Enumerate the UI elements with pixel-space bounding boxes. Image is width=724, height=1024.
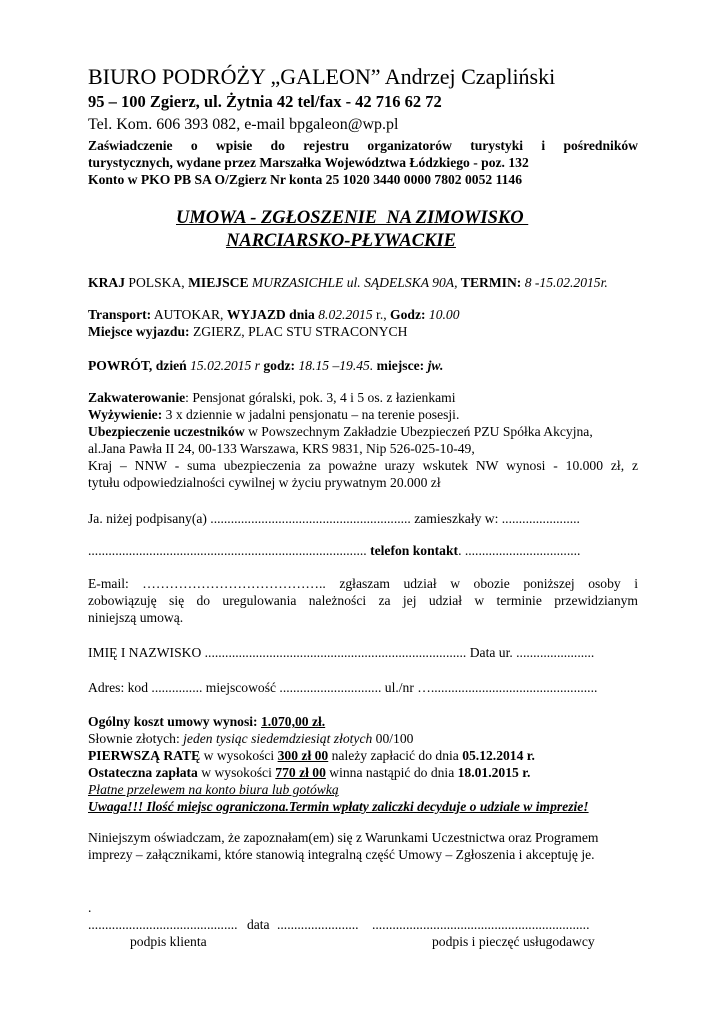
provider-signature-caption: podpis i pieczęć usługodawcy	[432, 934, 595, 949]
phone-line	[88, 543, 580, 559]
insurance-line-3: Kraj – NNW - suma ubezpieczenia za poważne urazy wskutek NW wynosi - 10.000 zł, z	[88, 458, 638, 473]
date-field[interactable]: ........................	[277, 917, 359, 932]
cost-words-value: jeden tysiąc siedemdziesiąt złotych	[179, 731, 373, 746]
return-label: POWRÓT	[88, 358, 149, 373]
transport-label: Transport:	[88, 307, 152, 322]
document-title-line-1: UMOWA - ZGŁOSZENIE NA ZIMOWISKO	[176, 208, 529, 228]
insurance-line-4: tytułu odpowiedzialności cywilnej w życiu prywatnym 20.000 zł	[88, 475, 441, 490]
insurance-line-1	[88, 424, 593, 440]
payment-method-note: Płatne przelewem na konto biura lub gotówką	[88, 782, 339, 797]
participant-address-field[interactable]: Adres: kod ............... miejscowość .............................. ul./nr ….................................................	[88, 680, 598, 695]
return-hours: 18.15 –19.45.	[295, 358, 374, 373]
lodging-line	[88, 390, 456, 406]
insurance-value: w Powszechnym Zakładzie Ubezpieczeń PZU Spółka Akcyjna,	[244, 424, 593, 439]
warning-note: Uwaga!!! Ilość miejsc ograniczona.Termin wpłaty zaliczki decyduje o udziale w imprezie!	[88, 799, 589, 814]
email-line-2: zobowiązuję się do uregulowania należności za jej udział w terminie przewidzianym	[88, 593, 638, 608]
insurance-line-2: al.Jana Pawła II 24, 00-133 Warszawa, KRS 9831, Nip 526-025-10-49,	[88, 441, 475, 456]
date-label: data	[246, 917, 270, 932]
company-contact: Tel. Kom. 606 393 082, e-mail bpgaleon@wp.pl	[88, 116, 399, 133]
phone-field[interactable]: . ..................................	[458, 543, 581, 558]
return-place-value: jw.	[424, 358, 444, 373]
place-value: MURZASICHLE ul. SĄDELSKA 90A,	[248, 275, 461, 290]
total-cost-value: 1.070,00 zł.	[260, 714, 326, 729]
first-installment-label: PIERWSZĄ RATĘ	[88, 748, 201, 763]
departure-date: 8.02.2015	[314, 307, 373, 322]
trip-line	[88, 275, 608, 291]
return-date: 15.02.2015 r	[186, 358, 260, 373]
declaration-line-1: Niniejszym oświadczam, że zapoznałam(em) się z Warunkami Uczestnictwa oraz Programem	[88, 830, 599, 845]
bank-account: Konto w PKO PB SA O/Zgierz Nr konta 25 1020 3440 0000 7802 0052 1146	[88, 172, 523, 187]
transport-line	[88, 307, 460, 323]
company-name: BIURO PODRÓŻY „GALEON” Andrzej Czapliński	[88, 64, 556, 89]
final-payment-date: 18.01.2015 r.	[457, 765, 531, 780]
signer-field[interactable]: Ja. niżej podpisany(a) ........................................................... zamieszkały w: .......................	[88, 511, 580, 526]
final-payment-label: Ostateczna zapłata	[88, 765, 198, 780]
departure-hour: 10.00	[425, 307, 460, 322]
return-line	[88, 358, 443, 374]
country-label: KRAJ	[88, 275, 126, 290]
departure-place-line	[88, 324, 407, 340]
final-payment-amount: 770 zł 00	[275, 765, 326, 780]
participant-name-field[interactable]: IMIĘ I NAZWISKO ............................................................................. Data ur. .......................	[88, 645, 595, 660]
departure-hour-label: Godz:	[390, 307, 426, 322]
registry-line-1: Zaświadczenie o wpisie do rejestru organizatorów turystyki i pośredników	[88, 138, 638, 153]
client-signature-field[interactable]: ............................................	[88, 917, 238, 932]
place-label: MIEJSCE	[188, 275, 249, 290]
first-installment-date: 05.12.2014 r.	[462, 748, 535, 763]
return-hour-label: godz:	[259, 358, 296, 373]
signature-line	[88, 917, 589, 933]
final-payment-mid: w wysokości	[197, 765, 276, 780]
country-value: POLSKA,	[125, 275, 189, 290]
departure-label: WYJAZD dnia	[226, 307, 315, 322]
lodging-value: : Pensjonat góralski, pok. 3, 4 i 5 os. z łazienkami	[185, 390, 456, 405]
cost-words-line	[88, 731, 413, 747]
document-title-line-2: NARCIARSKO-PŁYWACKIE	[226, 231, 456, 251]
email-line-3: niniejszą umową.	[88, 610, 184, 625]
total-cost-line	[88, 714, 325, 730]
food-line	[88, 407, 459, 423]
final-payment-text: winna nastąpić do dnia	[325, 765, 458, 780]
insurance-label: Ubezpieczenie uczestników	[88, 424, 245, 439]
departure-date-suffix: r.,	[372, 307, 391, 322]
lodging-label: Zakwaterowanie	[88, 390, 186, 405]
cost-words-tail: 00/100	[372, 731, 414, 746]
food-label: Wyżywienie:	[88, 407, 163, 422]
return-day-label: , dzień	[148, 358, 187, 373]
first-installment-line	[88, 748, 535, 764]
stray-dot: .	[88, 900, 92, 915]
company-address: 95 – 100 Zgierz, ul. Żytnia 42 tel/fax - 42 716 62 72	[88, 92, 442, 111]
final-payment-line	[88, 765, 530, 781]
term-value: 8 -15.02.2015r.	[521, 275, 608, 290]
total-cost-label: Ogólny koszt umowy wynosi:	[88, 714, 258, 729]
departure-place-label: Miejsce wyjazdu:	[88, 324, 190, 339]
departure-place-value: ZGIERZ, PLAC STU STRACONYCH	[189, 324, 408, 339]
email-line-1[interactable]: E-mail: ………………………………….. zgłaszam udział w obozie poniższej osoby i	[88, 576, 638, 591]
food-value: 3 x dziennie w jadalni pensjonatu – na terenie posesji.	[162, 407, 460, 422]
registry-line-2: turystycznych, wydane przez Marszałka Województwa Łódzkiego - poz. 132	[88, 155, 529, 170]
address-continuation-field[interactable]: ..................................................................................	[88, 543, 367, 558]
declaration-line-2: imprezy – załącznikami, które stanowią integralną część Umowy – Zgłoszenia i akceptuję je.	[88, 847, 595, 862]
cost-words-label: Słownie złotych:	[88, 731, 180, 746]
term-label: TERMIN:	[460, 275, 522, 290]
first-installment-amount: 300 zł 00	[277, 748, 329, 763]
provider-signature-field[interactable]: ................................................................	[371, 917, 590, 932]
phone-label: telefon kontakt	[370, 543, 459, 558]
first-installment-text: należy zapłacić do dnia	[328, 748, 463, 763]
transport-value: AUTOKAR,	[151, 307, 227, 322]
first-installment-mid: w wysokości	[200, 748, 278, 763]
return-place-label: miejsce:	[373, 358, 425, 373]
client-signature-caption: podpis klienta	[130, 934, 207, 949]
